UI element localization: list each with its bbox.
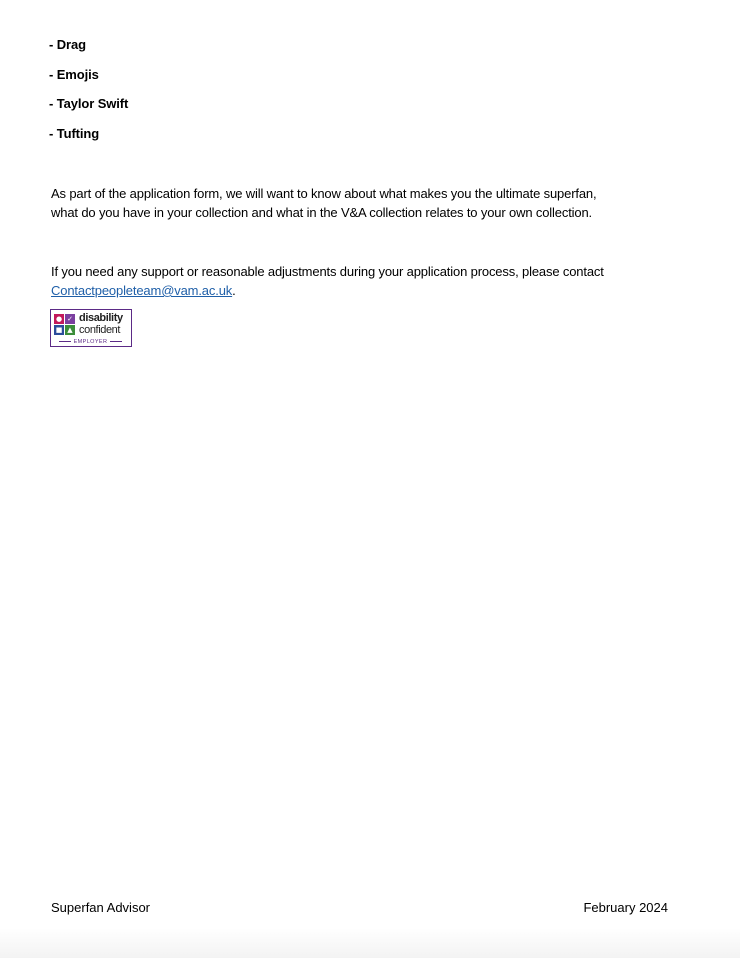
support-paragraph-period: . — [232, 283, 236, 298]
support-paragraph — [51, 262, 691, 300]
bullet-item-tufting: - Tufting — [49, 126, 100, 141]
badge-word-confident: confident — [79, 324, 121, 336]
application-paragraph-line-2: what do you have in your collection and what in the V&A collection relates to your own collection. — [51, 205, 593, 220]
support-paragraph-line-1: If you need any support or reasonable adjustments during your application process, please contact — [51, 264, 604, 279]
people-icon: ● — [55, 315, 63, 323]
bullet-item-emojis: - Emojis — [49, 67, 99, 82]
bullet-item-drag: - Drag — [49, 37, 86, 52]
page-bottom-edge — [0, 928, 740, 958]
badge-icon-grid — [54, 314, 76, 336]
check-icon: ✓ — [65, 314, 75, 324]
support-paragraph-line-2 — [51, 281, 691, 300]
badge-word-disability: disability — [79, 312, 123, 324]
application-paragraph-line-1: As part of the application form, we will want to know about what makes you the ultimate superfan, — [51, 186, 597, 201]
contact-email-link[interactable]: Contactpeopleteam@vam.ac.uk — [51, 283, 233, 298]
footer-date: February 2024 — [583, 900, 668, 915]
chart-icon: ▲ — [65, 325, 75, 335]
footer-role-title: Superfan Advisor — [51, 900, 151, 915]
badge-word-employer: EMPLOYER — [51, 339, 130, 345]
bullet-item-taylor-swift: - Taylor Swift — [49, 96, 129, 111]
lock-icon: ■ — [55, 326, 63, 334]
application-paragraph — [51, 184, 691, 222]
disability-confident-badge — [50, 309, 132, 347]
